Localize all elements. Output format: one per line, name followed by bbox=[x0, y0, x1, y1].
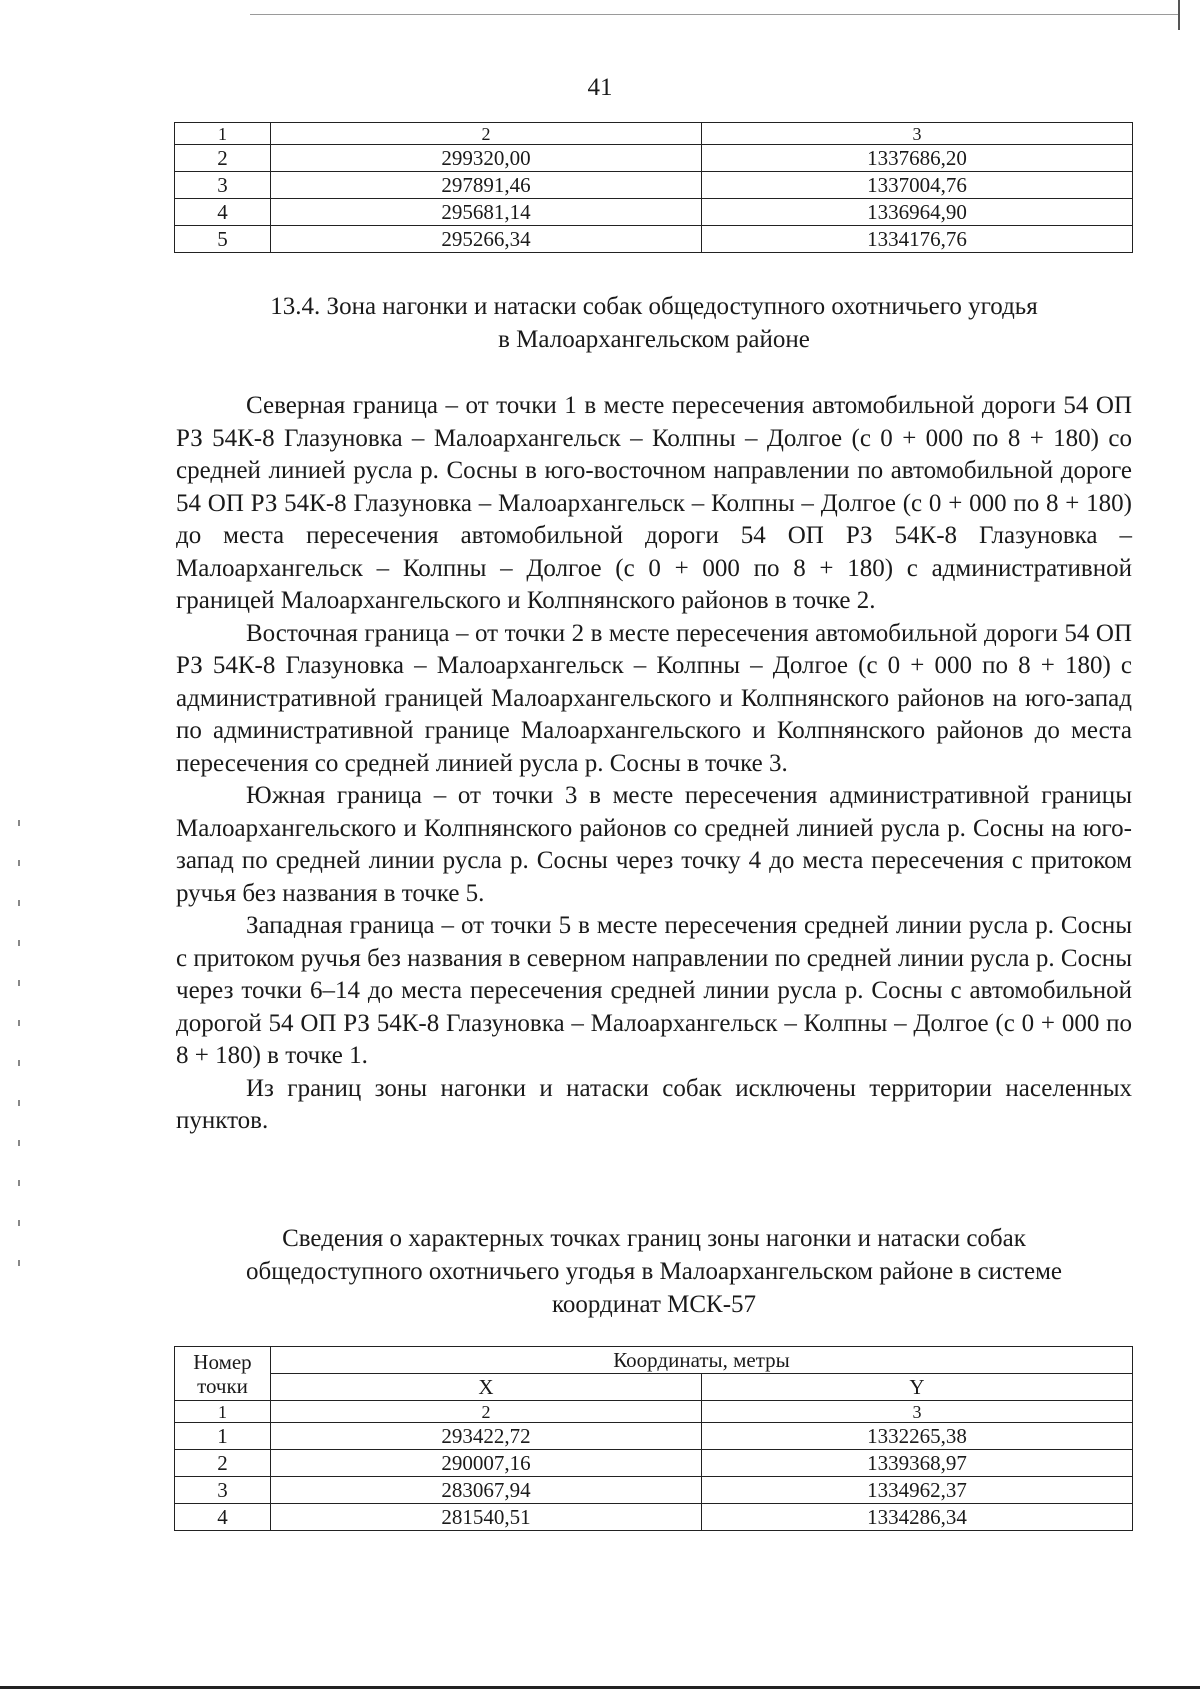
southern-boundary-paragraph: Южная граница – от точки 3 в месте пересечения административной границы Малоархангельского и Колпнянского районов со средней линией русла р. Сосны на юго-запад по средней линии русла р. Сосны через точку 4 до места пересечения с притоком ручья без названия в точке 5. bbox=[176, 782, 1132, 907]
section-body bbox=[176, 390, 1132, 1138]
point-header-line: Номер bbox=[193, 1349, 252, 1374]
y-coordinate-cell: 1334962,37 bbox=[702, 1477, 1133, 1504]
scan-top-border bbox=[250, 14, 1180, 15]
y-coordinate-cell: 1339368,97 bbox=[702, 1450, 1133, 1477]
x-coordinate-cell: 295681,14 bbox=[271, 199, 702, 226]
column-number: 3 bbox=[702, 1401, 1133, 1423]
section-heading-line: 13.4. Зона нагонки и натаски собак общедоступного охотничьего угодья bbox=[270, 293, 1038, 320]
y-coordinate-cell: 1337686,20 bbox=[702, 145, 1133, 172]
table-row bbox=[175, 1450, 1133, 1477]
scan-margin-marks bbox=[18, 820, 20, 1290]
y-coordinate-cell: 1334176,76 bbox=[702, 226, 1133, 253]
column-number: 1 bbox=[175, 1401, 271, 1423]
y-coordinate-cell: 1337004,76 bbox=[702, 172, 1133, 199]
table-header-row bbox=[175, 1374, 1133, 1401]
point-number-cell: 2 bbox=[175, 1450, 271, 1477]
table-caption bbox=[174, 1222, 1134, 1321]
x-coordinate-cell: 299320,00 bbox=[271, 145, 702, 172]
table-row bbox=[175, 1423, 1133, 1450]
page-number: 41 bbox=[587, 74, 613, 101]
western-boundary-paragraph: Западная граница – от точки 5 в месте пересечения средней линии русла р. Сосны с притоком ручья без названия в северном направлении по средней линии русла р. Сосны через точки 6–14 до места пересечения средней линии русла р. Сосны с автомобильной дорогой 54 ОП РЗ 54К-8 Глазуновка – Малоархангельск – Колпны – Долгое (с 0 + 000 по 8 + 180) в точке 1. bbox=[176, 912, 1132, 1069]
point-number-cell: 3 bbox=[175, 172, 271, 199]
point-number-header bbox=[175, 1347, 271, 1401]
y-coordinate-cell: 1332265,38 bbox=[702, 1423, 1133, 1450]
y-coordinate-cell: 1336964,90 bbox=[702, 199, 1133, 226]
point-header-line: точки bbox=[197, 1373, 248, 1398]
exclusion-paragraph: Из границ зоны нагонки и натаски собак исключены территории населенных пунктов. bbox=[176, 1074, 1132, 1134]
column-number-row bbox=[175, 123, 1133, 145]
x-coordinate-cell: 297891,46 bbox=[271, 172, 702, 199]
point-number-cell: 5 bbox=[175, 226, 271, 253]
table-row bbox=[175, 226, 1133, 253]
table-caption-line: общедоступного охотничьего угодья в Малоархангельском районе в системе bbox=[246, 1258, 1062, 1285]
x-coordinate-cell: 293422,72 bbox=[271, 1423, 702, 1450]
x-coordinate-cell: 295266,34 bbox=[271, 226, 702, 253]
column-number-row bbox=[175, 1401, 1133, 1423]
table-header-row bbox=[175, 1347, 1133, 1374]
column-number: 3 bbox=[702, 123, 1133, 145]
section-heading-line: в Малоархангельском районе bbox=[498, 326, 810, 353]
point-number-cell: 3 bbox=[175, 1477, 271, 1504]
point-number-cell: 2 bbox=[175, 145, 271, 172]
table-caption-line: Сведения о характерных точках границ зоны нагонки и натаски собак bbox=[282, 1225, 1026, 1252]
scan-bottom-border bbox=[0, 1686, 1200, 1689]
column-number: 1 bbox=[175, 123, 271, 145]
y-header: Y bbox=[702, 1374, 1133, 1401]
section-heading bbox=[174, 290, 1134, 356]
table-row bbox=[175, 172, 1133, 199]
table-row bbox=[175, 145, 1133, 172]
northern-boundary-paragraph: Северная граница – от точки 1 в месте пересечения автомобильной дороги 54 ОП РЗ 54К-8 Глазуновка – Малоархангельск – Колпны – Долгое (с 0 + 000 по 8 + 180) со средней линией русла р. Сосны в юго-восточном направлении по автомобильной дороге 54 ОП РЗ 54К-8 Глазуновка – Малоархангельск – Колпны – Долгое (с 0 + 000 по 8 + 180) до места пересечения автомобильной дороги 54 ОП РЗ 54К-8 Глазуновка – Малоархангельск – Колпны – Долгое (с 0 + 000 по 8 + 180) с административной границей Малоархангельского и Колпнянского районов в точке 2. bbox=[176, 392, 1132, 614]
x-header: X bbox=[271, 1374, 702, 1401]
column-number: 2 bbox=[271, 123, 702, 145]
x-coordinate-cell: 290007,16 bbox=[271, 1450, 702, 1477]
top-coordinates-table bbox=[174, 122, 1133, 253]
point-number-cell: 4 bbox=[175, 199, 271, 226]
x-coordinate-cell: 281540,51 bbox=[271, 1504, 702, 1531]
coordinates-header: Координаты, метры bbox=[271, 1347, 1133, 1374]
scan-right-edge bbox=[1178, 0, 1180, 30]
y-coordinate-cell: 1334286,34 bbox=[702, 1504, 1133, 1531]
table-row bbox=[175, 199, 1133, 226]
table-caption-line: координат МСК-57 bbox=[551, 1291, 757, 1318]
table-row bbox=[175, 1504, 1133, 1531]
column-number: 2 bbox=[271, 1401, 702, 1423]
x-coordinate-cell: 283067,94 bbox=[271, 1477, 702, 1504]
bottom-coordinates-table bbox=[174, 1346, 1133, 1531]
eastern-boundary-paragraph: Восточная граница – от точки 2 в месте пересечения автомобильной дороги 54 ОП РЗ 54К-8 Глазуновка – Малоархангельск – Колпны – Долгое (с 0 + 000 по 8 + 180) с административной границей Малоархангельского и Колпнянского районов на юго-запад по административной границе Малоархангельского и Колпнянского районов до места пересечения со средней линией русла р. Сосны в точке 3. bbox=[176, 619, 1132, 777]
point-number-cell: 4 bbox=[175, 1504, 271, 1531]
table-row bbox=[175, 1477, 1133, 1504]
point-number-cell: 1 bbox=[175, 1423, 271, 1450]
